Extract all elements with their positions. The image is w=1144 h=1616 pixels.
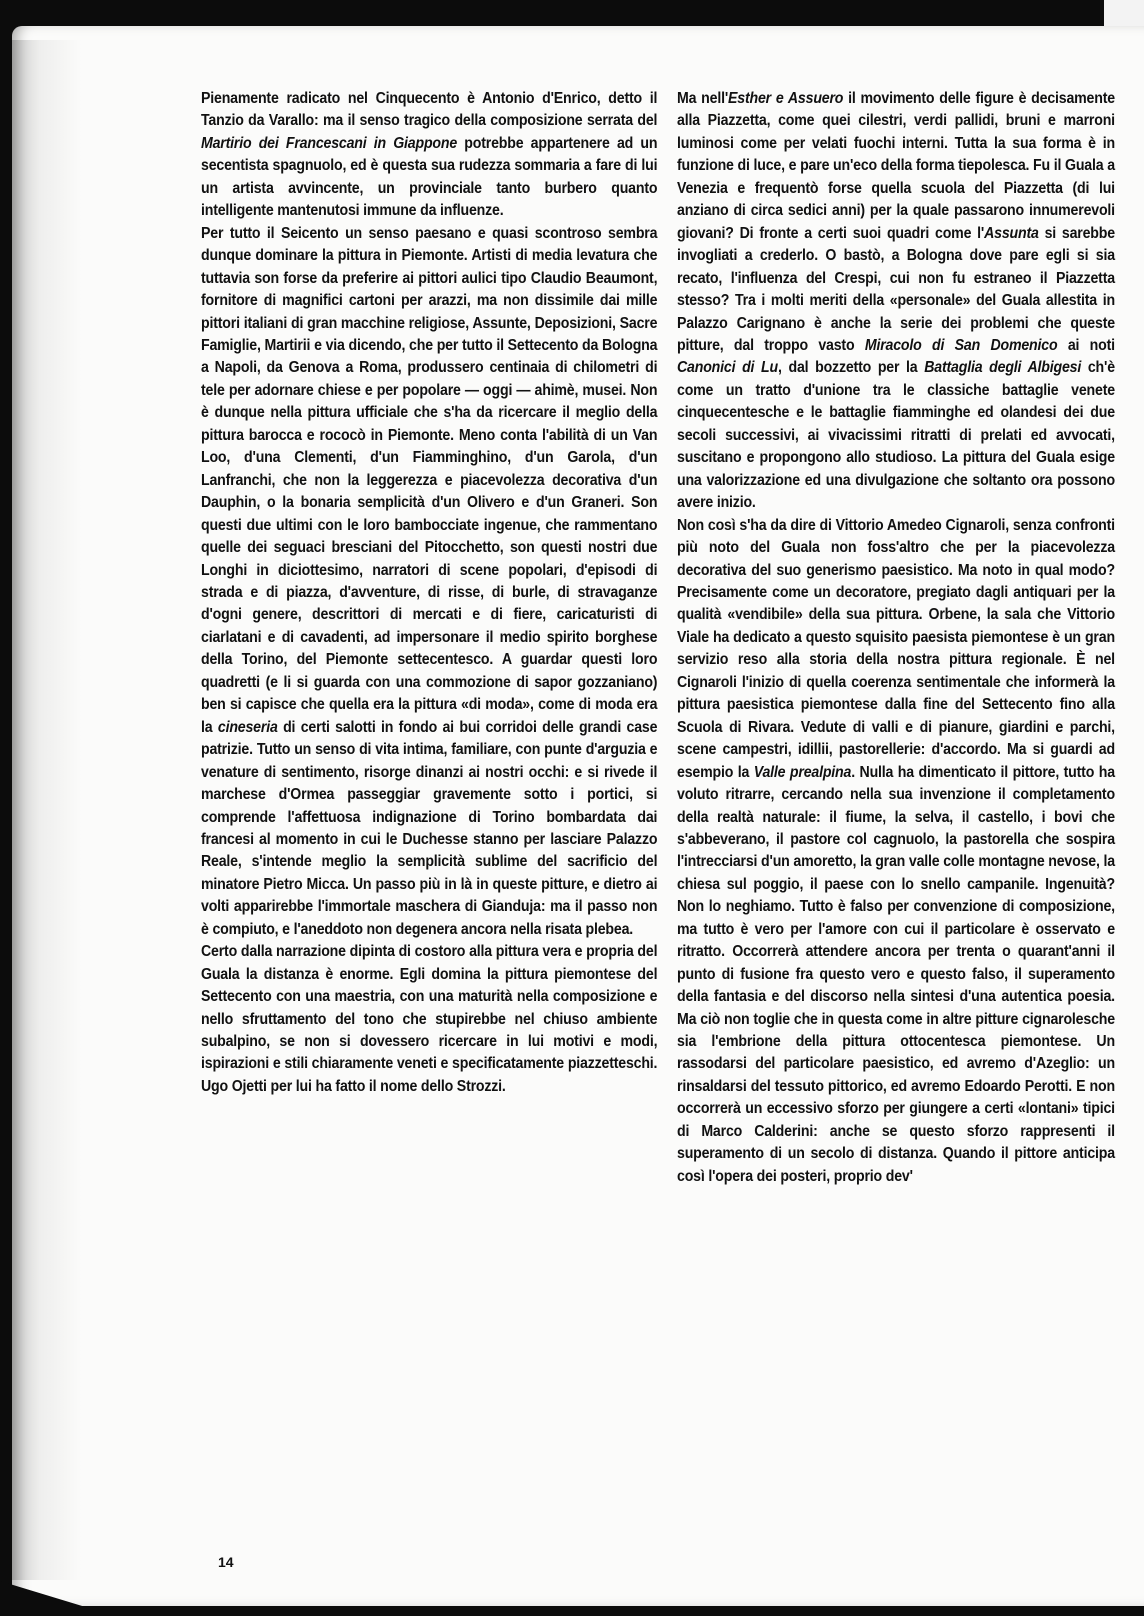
scan-edge-bottom xyxy=(0,1608,1144,1616)
italic-title: cineseria xyxy=(217,718,278,736)
italic-title: Valle prealpina xyxy=(753,763,852,781)
italic-title: Martirio dei Francescani in Giappone xyxy=(201,134,458,152)
paragraph: Pienamente radicato nel Cinquecento è Antonio d'Enrico, detto il Tanzio da Varallo: ma il senso tragico della composizione serrata del Martirio dei Francescani in Giappone potrebbe appartenere ad un secentista spagnuolo, ed è questa sua rudezza sommaria a fare di lui un artista avvincente, un provinciale tanto burbero quanto intelligente mantenutosi immune da influenze. xyxy=(201,90,658,220)
scan-edge-top-right xyxy=(1104,0,1144,28)
italic-title: Miracolo di San Domenico xyxy=(864,336,1058,354)
paragraph: Non così s'ha da dire di Vittorio Amedeo Cignaroli, senza confronti più noto del Guala non foss'altro che per la piacevolezza decorativa del suo generismo paesistico. Ma noto in qual modo? Precisamente come un decoratore, pregiato dagli antiquari per la qualità «vendibile» della sua pittura. Orbene, la sala che Vittorio Viale ha dedicato a questo squisito paesista piemontese è un gran servizio reso alla storia della nostra pittura regionale. È nel Cignaroli l'inizio di quella coerenza sentimentale che informerà la pittura paesistica piemontese dalla fine del Settecento fino alla Scuola di Rivara. Vedute di valli e di pianure, giardini e parchi, scene campestri, idillii, pastorellerie: d'accordo. Ma si guardi ad esempio la Valle prealpina. Nulla ha dimenticato il pittore, tutto ha voluto ritrarre, cercando nella sua invenzione il completamento della realtà naturale: il fiume, la selva, il castello, i bovi che s'abbeverano, il pastore col cagnuolo, la pastorella che sospira l'intrecciarsi d'un amoretto, la gran valle colle montagne nevose, la chiesa sul poggio, il paese con lo snello campanile. Ingenuità? Non lo neghiamo. Tutto è falso per convenzione di composizione, ma tutto è vero per l'amore con cui il particolare è osservato e ritratto. Occorrerà attendere ancora per trenta o quarant'anni il punto di fusione fra questo vero e questo falso, il superamento della fantasia e del discorso nella sintesi d'una autentica poesia. Ma ciò non toglie che in questa come in altre pitture cignarolesche sia l'embrione della pittura ottocentesca piemontese. Un rassodarsi del particolare paesistico, ed avremo d'Azeglio: un rinsaldarsi del tessuto pittorico, ed avremo Edoardo Perotti. E non occorrerà un eccessivo sforzo per giungere a certi «lontani» tipici di Marco Calderini: anche se questo sforzo rappresenti il superamento di un secolo di distanza. Quando il pittore anticipa così l'opera dei posteri, proprio dev' xyxy=(677,516,1115,1185)
italic-title: Esther e Assuero xyxy=(728,90,844,107)
paragraph: Per tutto il Seicento un senso paesano e quasi scontroso sembra dunque dominare la pittura in Piemonte. Artisti di media levatura che tuttavia son forse da preferire ai pittori aulici tipo Claudio Beaumont, fornitore di magnifici cartoni per arazzi, ma non dissimile dai mille pittori italiani di gran macchine religiose, Assunte, Deposizioni, Sacre Famiglie, Martirii e via dicendo, che per tutto il Settecento da Bologna a Napoli, da Genova a Roma, produssero centinaia di chilometri di tele per adornare chiese e per popolare — oggi — ahimè, musei. Non è dunque nella pittura ufficiale che s'ha da ricercare il meglio della pittura barocca e rococò in Piemonte. Meno conta l'abilità di un Van Loo, d'una Clementi, d'un Fiamminghino, d'un Garola, d'un Lanfranchi, che non la leggerezza e piacevolezza decorativa d'un Dauphin, o la bonaria semplicità d'un Olivero e d'un Graneri. Son questi due ultimi con le loro bambocciate ingenue, che rammentano quelle dei seguaci bresciani del Pitocchetto, son questi nostri due Longhi in diciottesimo, narratori di scene popolari, d'episodi di strada e di piazza, d'avventure, di risse, di burle, di stravaganze d'ogni genere, descrittori di mercati e di fiere, caricaturisti di ciarlatani e di cavadenti, ad impersonare il medio spirito borghese della Torino, del Piemonte settecentesco. A guardar questi loro quadretti (e li si guarda con una commozione di sapor gozzaniano) ben si capisce che quella era la pittura «di moda», come di moda era la cineseria di certi salotti in fondo ai bui corridoi delle grandi case patrizie. Tutto un senso di vita intima, familiare, con punte d'arguzia e venature di sentimento, risorge dinanzi ai nostri occhi: e si rivede il marchese d'Ormea passeggiar gravemente sotto i portici, si comprende l'affettuosa indignazione di Torino bombardata dai francesi al momento in cui le Duchesse stanno per lasciare Palazzo Reale, s'intende meglio la semplicità sublime del sacrificio del minatore Pietro Micca. Un passo più in là in queste pitture, e dietro ai volti apparirebbe l'immortale maschera di Gianduja: ma il passo non è compiuto, e l'aneddoto non degenera ancora nella risata plebea. xyxy=(201,224,658,938)
italic-title: Battaglia degli Albigesi xyxy=(924,359,1082,377)
italic-title: Assunta xyxy=(984,224,1039,242)
text-column-left xyxy=(201,88,657,1098)
text-column-right xyxy=(677,88,1115,1188)
italic-title: Canonici di Lu xyxy=(677,359,778,377)
paragraph: Ma nell'Esther e Assuero il movimento delle figure è decisamente alla Piazzetta, come quei cilestri, verdi pallidi, bruni e marroni luminosi come per velati fuochi interni. Tutta la sua forma è in funzione di luce, e pare un'eco della forma tiepolesca. Fu il Guala a Venezia e frequentò forse quella scuola del Piazzetta (di lui anziano di circa sedici anni) per la quale passarono innumerevoli giovani? Di fronte a certi suoi quadri come l'Assunta si sarebbe invogliati a crederlo. O bastò, a Bologna dove pare egli si sia recato, l'influenza del Crespi, cui non fu estraneo il Piazzetta stesso? Tra i molti meriti della «personale» del Guala allestita in Palazzo Carignano è anche la serie dei problemi che queste pitture, dal troppo vasto Miracolo di San Domenico ai noti Canonici di Lu, dal bozzetto per la Battaglia degli Albigesi ch'è come un tratto d'unione tra le classiche battaglie venete cinquecentesche e le battaglie fiamminghe ed olandesi dei due secoli successivi, ai vivacissimi ritratti di prelati ed avvocati, suscitano e propongono allo studioso. La pittura del Guala esige una valorizzazione ed una divulgazione che soltanto ora possono avere inizio. xyxy=(677,90,1115,512)
page-number: 14 xyxy=(218,1554,234,1570)
paragraph: Certo dalla narrazione dipinta di costoro alla pittura vera e propria del Guala la distanza è enorme. Egli domina la pittura piemontese del Settecento con una maestria, con una maturità nella composizione e nello sfruttamento del tono che stupirebbe nel chiuso ambiente subalpino, se non si dovessero ricercare in lui motivi e modi, ispirazioni e stili chiaramente veneti e specificatamente piazzetteschi. Ugo Ojetti per lui ha fatto il nome dello Strozzi. xyxy=(201,943,658,1095)
page-gutter-shadow xyxy=(12,40,82,1580)
